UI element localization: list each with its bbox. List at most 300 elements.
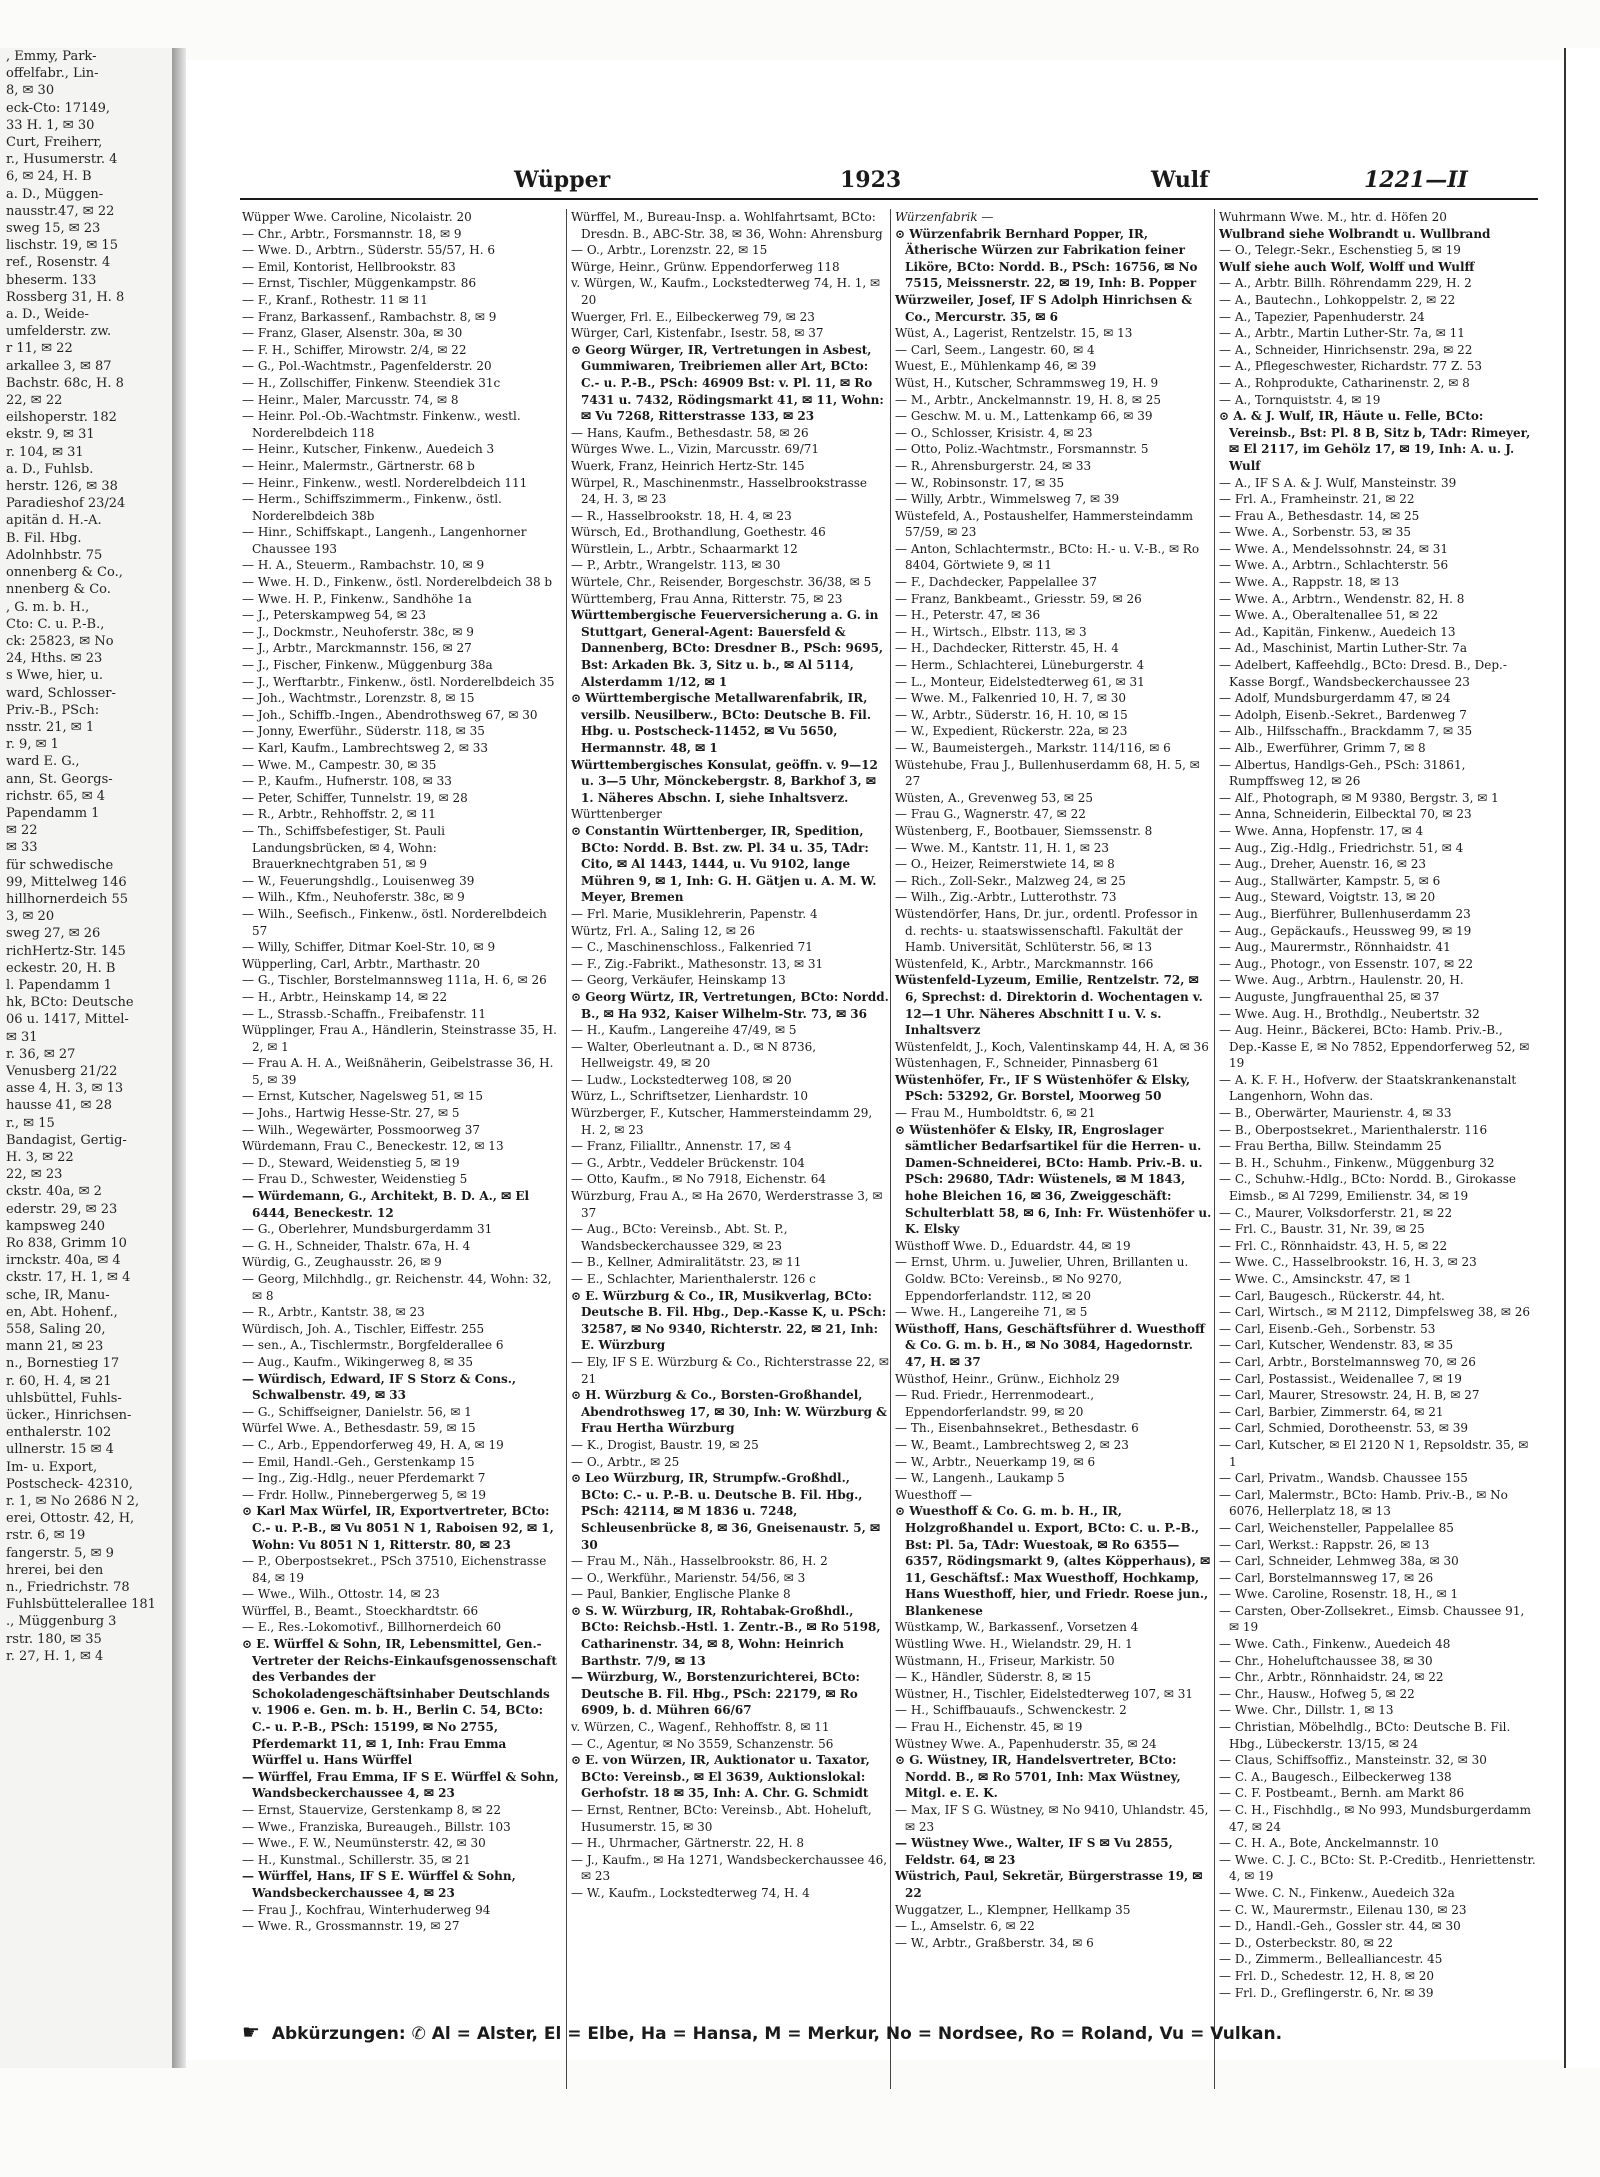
directory-entry: — C., Schuhw.-Hdlg., BCto: Nordd. B., Girokasse Eimsb., ✉ Al 7299, Emilienstr. 34, ✉ 19 <box>1219 1172 1517 1204</box>
directory-entry: Würge, Heinr., Grünw. Eppendorferweg 118 <box>571 259 840 274</box>
directory-entry: — Ernst, Stauervize, Gerstenkamp 8, ✉ 22 <box>242 1803 502 1817</box>
directory-entry: — C., Maurer, Volksdorferstr. 21, ✉ 22 <box>1219 1205 1453 1220</box>
directory-entry: — Willy, Arbtr., Wimmelsweg 7, ✉ 39 <box>895 492 1120 507</box>
prev-page-line: erei, Ottostr. 42, H, <box>6 1511 135 1527</box>
directory-entry: — Frau M., Näh., Hasselbrookstr. 86, H. 2 <box>571 1554 828 1569</box>
directory-entry: ⊙ Georg Würtz, IR, Vertretungen, BCto: Nordd. B., ✉ Ha 932, Kaiser Wilhelm-Str. 73, ✉ 36 <box>571 989 889 1021</box>
directory-entry: Wüpplinger, Frau A., Händlerin, Steinstrasse 35, H. 2, ✉ 1 <box>242 1023 557 1054</box>
prev-page-line: apitän d. H.-A. <box>6 513 102 529</box>
directory-entry: — Carl, Weichensteller, Pappelallee 85 <box>1219 1520 1454 1535</box>
header-rule <box>240 198 1538 200</box>
directory-entry: v. Würzen, C., Wagenf., Rehhoffstr. 8, ✉ 11 <box>571 1720 830 1735</box>
prev-page-line: ckstr. 40a, ✉ 2 <box>6 1184 102 1200</box>
prev-page-line: Venusberg 21/22 <box>6 1063 118 1079</box>
prev-page-line: ann, St. Georgs- <box>6 771 113 787</box>
directory-entry: — J., Werftarbtr., Finkenw., östl. Norderelbdeich 35 <box>242 674 555 689</box>
prev-page-line: n., Bornestieg 17 <box>6 1356 120 1372</box>
directory-entry: — Chr., Hausw., Hofweg 5, ✉ 22 <box>1219 1686 1415 1701</box>
directory-entry: Wüstehube, Frau J., Bullenhuserdamm 68, H. 5, ✉ 27 <box>895 757 1200 789</box>
directory-entry: — R., Ahrensburgerstr. 24, ✉ 33 <box>895 458 1092 473</box>
directory-entry: Wüstmann, H., Friseur, Markistr. 50 <box>895 1653 1115 1668</box>
directory-entry: — Frdr. Hollw., Pinnebergerweg 5, ✉ 19 <box>242 1487 487 1502</box>
directory-entry: — Geschw. M. u. M., Lattenkamp 66, ✉ 39 <box>895 409 1153 424</box>
directory-entry: — O., Schlosser, Krisistr. 4, ✉ 23 <box>895 425 1093 440</box>
directory-entry: — W., Feuerungshdlg., Louisenweg 39 <box>242 873 475 888</box>
directory-entry: — L., Strassb.-Schaffn., Freibafenstr. 11 <box>242 1006 486 1021</box>
directory-entry: — Frl. D., Greflingerstr. 6, Nr. ✉ 39 <box>1219 1985 1434 2000</box>
prev-page-line: umfelderstr. zw. <box>6 324 112 340</box>
directory-entry: — W., Kaufm., Lockstedterweg 74, H. 4 <box>571 1885 810 1900</box>
prev-page-line: 558, Saling 20, <box>6 1322 106 1338</box>
directory-entry: — H., Dachdecker, Ritterstr. 45, H. 4 <box>895 641 1119 656</box>
directory-entry: Würffel, M., Bureau-Insp. a. Wohlfahrtsamt, BCto: Dresdn. B., ABC-Str. 38, ✉ 36, Wohn: Ahrensburg <box>571 210 883 241</box>
directory-entry: — Jonny, Ewerführ., Süderstr. 118, ✉ 35 <box>242 724 485 739</box>
directory-entry: — Carl, Wirtsch., ✉ M 2112, Dimpfelsweg 38, ✉ 26 <box>1219 1305 1531 1320</box>
directory-entry: Würstlein, L., Arbtr., Schaarmarkt 12 <box>571 541 798 556</box>
directory-entry: — Aug., Maurermstr., Rönnhaidstr. 41 <box>1219 940 1451 955</box>
directory-entry: — Carl, Kutscher, ✉ El 2120 N 1, Repsoldstr. 35, ✉ 1 <box>1219 1437 1529 1469</box>
directory-entry: — C., Maschinenschloss., Falkenried 71 <box>571 940 813 955</box>
directory-entry: Würtele, Chr., Reisender, Borgeschstr. 36/38, ✉ 5 <box>571 575 872 590</box>
directory-entry: ⊙ G. Wüstney, IR, Handelsvertreter, BCto: Nordd. B., ✉ Ro 5701, Inh: Max Wüstney, Mitgl. e. E. K. <box>895 1753 1181 1801</box>
directory-entry: — H., Arbtr., Heinskamp 14, ✉ 22 <box>242 989 448 1004</box>
directory-entry: Wuest, E., Mühlenkamp 46, ✉ 39 <box>895 359 1097 374</box>
prev-page-line: Cto: C. u. P.-B., <box>6 616 105 632</box>
directory-entry: Wüstney Wwe. A., Papenhuderstr. 35, ✉ 24 <box>895 1736 1157 1751</box>
page-header <box>186 60 1566 193</box>
directory-entry: — G. H., Schneider, Thalstr. 67a, H. 4 <box>242 1238 471 1253</box>
directory-entry: — Heinr. Pol.-Ob.-Wachtmstr. Finkenw., westl. Norderelbdeich 118 <box>242 409 521 440</box>
directory-entry: — Wwe. A., Oberaltenallee 51, ✉ 22 <box>1219 608 1439 623</box>
directory-entry: Würzberger, F., Kutscher, Hammersteindamm 29, H. 2, ✉ 23 <box>571 1106 873 1137</box>
prev-page-line: 3, ✉ 20 <box>6 909 55 925</box>
directory-entry: — Chr., Arbtr., Forsmannstr. 18, ✉ 9 <box>242 226 462 241</box>
directory-entry: — Aug., Gepäckaufs., Heussweg 99, ✉ 19 <box>1219 923 1472 938</box>
directory-entry: ⊙ E. von Würzen, IR, Auktionator u. Taxator, BCto: Vereinsb., ✉ El 3639, Auktionslokal: Gerhofstr. 18 ✉ 35, Inh: A. Chr. G. Schmidt <box>571 1753 870 1801</box>
prev-page-line: 99, Mittelweg 146 <box>6 874 127 890</box>
directory-entry: — Carl, Schneider, Lehmweg 38a, ✉ 30 <box>1219 1554 1459 1569</box>
directory-entry: — W., Arbtr., Neuerkamp 19, ✉ 6 <box>895 1454 1096 1469</box>
directory-entry: — J., Arbtr., Marckmannstr. 156, ✉ 27 <box>242 641 472 656</box>
directory-entry: — W., Robinsonstr. 17, ✉ 35 <box>895 475 1065 490</box>
prev-page-line: 33 H. 1, ✉ 30 <box>6 117 95 133</box>
directory-entry: — C. H., Fischhdlg., ✉ No 993, Mundsburgerdamm 47, ✉ 24 <box>1219 1803 1532 1834</box>
directory-entry: — Christian, Möbelhdlg., BCto: Deutsche B. Fil. Hbg., Lübeckerstr. 13/15, ✉ 24 <box>1219 1720 1511 1751</box>
prev-page-line: sweg 15, ✉ 23 <box>6 221 101 237</box>
directory-entry: ⊙ Karl Max Würfel, IR, Exportvertreter, BCto: C.- u. P.-B., ✉ Vu 8051 N 1, Raboisen 92, ✉ 1, Wohn: Vu 8051 N 1, Ritterstr. 80, ✉ 23 <box>242 1504 554 1552</box>
directory-entry: — Wwe. H. P., Finkenw., Sandhöhe 1a <box>242 591 472 606</box>
prev-page-line: Bandagist, Gertig- <box>6 1132 127 1148</box>
directory-entry: Wüsten, A., Grevenweg 53, ✉ 25 <box>895 790 1094 805</box>
prev-page-line: Paradieshof 23/24 <box>6 496 126 512</box>
directory-entry: — W., Baumeistergeh., Markstr. 114/116, ✉ 6 <box>895 741 1171 755</box>
prev-page-line: Fuhlsbüttelerallee 181 <box>6 1597 156 1613</box>
prev-page-line: rstr. 6, ✉ 19 <box>6 1528 86 1544</box>
directory-entry: — Wwe. C. J. C., BCto: St. P.-Creditb., Henriettenstr. 4, ✉ 19 <box>1219 1852 1536 1884</box>
directory-entry: — Aug. Heinr., Bäckerei, BCto: Hamb. Priv.-B., Dep.-Kasse E, ✉ No 7852, Eppendorferweg 52, ✉ 19 <box>1219 1023 1530 1071</box>
directory-entry: — Herm., Schlachterei, Lüneburgerstr. 4 <box>895 658 1145 673</box>
directory-entry: — C. F. Postbeamt., Bernh. am Markt 86 <box>1219 1786 1465 1801</box>
directory-entry: Wüstkamp, W., Barkassenf., Vorsetzen 4 <box>895 1620 1139 1635</box>
directory-entry: Wüstenfeld-Lyzeum, Emilie, Rentzelstr. 72, ✉ 6, Sprechst: d. Direktorin d. Wochentagen v. 12—1 Uhr. Näheres Abschnitt I u. V. s. Inhaltsverz <box>895 973 1203 1038</box>
column-1 <box>242 209 560 2089</box>
directory-entry: — Rich., Zoll-Sekr., Malzweg 24, ✉ 25 <box>895 873 1126 888</box>
directory-entry: — Anna, Schneiderin, Eilbecktal 70, ✉ 23 <box>1219 807 1472 822</box>
prev-page-line: ckstr. 17, H. 1, ✉ 4 <box>6 1270 131 1286</box>
directory-entry: — Wwe. C., Hasselbrookstr. 16, H. 3, ✉ 23 <box>1219 1255 1477 1270</box>
prev-page-line: ullnerstr. 15 ✉ 4 <box>6 1442 114 1458</box>
directory-entry: — Chr., Hoheluftchaussee 38, ✉ 30 <box>1219 1653 1433 1668</box>
directory-entry: Würpel, R., Maschinenmstr., Hasselbrookstrasse 24, H. 3, ✉ 23 <box>571 475 868 507</box>
directory-entry: — Wwe., Franziska, Bureaugeh., Billstr. 103 <box>242 1819 511 1834</box>
directory-entry: — Ely, IF S E. Würzburg & Co., Richterstrasse 22, ✉ 21 <box>571 1354 889 1386</box>
directory-entry: — O., Heizer, Reimerstwiete 14, ✉ 8 <box>895 857 1115 872</box>
directory-entry: — A., Schneider, Hinrichsenstr. 29a, ✉ 22 <box>1219 342 1473 357</box>
prev-page-line: hk, BCto: Deutsche <box>6 995 134 1011</box>
prev-page-line: r. 36, ✉ 27 <box>6 1046 76 1062</box>
directory-entry: — Carl, Maurer, Stresowstr. 24, H. B, ✉ 27 <box>1219 1388 1480 1403</box>
directory-entry: — Wilh., Kfm., Neuhoferstr. 38c, ✉ 9 <box>242 890 465 905</box>
book-gutter <box>172 48 186 2068</box>
prev-page-line: irnckstr. 40a, ✉ 4 <box>6 1253 121 1269</box>
prev-page-line: r. 60, H. 4, ✉ 21 <box>6 1373 112 1389</box>
directory-entry: — Chr., Arbtr., Rönnhaidstr. 24, ✉ 22 <box>1219 1670 1444 1685</box>
directory-entry: — Aug., BCto: Vereinsb., Abt. St. P., Wandsbeckerchaussee 329, ✉ 23 <box>571 1222 788 1253</box>
directory-entry: — Karl, Kaufm., Lambrechtsweg 2, ✉ 33 <box>242 741 488 755</box>
directory-entry: Wüsthoff, Hans, Geschäftsführer d. Wuesthoff & Co. G. m. b. H., ✉ No 3084, Hagedornstr. 47, H. ✉ 37 <box>895 1321 1205 1369</box>
prev-page-line: , G. m. b. H., <box>6 599 90 615</box>
directory-entry: — Georg, Verkäufer, Heinskamp 13 <box>571 973 786 988</box>
directory-entry: — Ernst, Uhrm. u. Juwelier, Uhren, Brillanten u. Goldw. BCto: Vereinsb., ✉ No 9270, Eppendorferlandstr. 112, ✉ 20 <box>895 1255 1189 1303</box>
directory-entry: — H., Zollschiffer, Finkenw. Steendiek 31c <box>242 375 501 390</box>
directory-entry: — Otto, Poliz.-Wachtmstr., Forsmannstr. 5 <box>895 442 1149 457</box>
directory-entry: — Herm., Schiffszimmerm., Finkenw., östl. Norderelbdeich 38b <box>242 492 502 523</box>
directory-entry: ⊙ S. W. Würzburg, IR, Rohtabak-Großhdl., BCto: Reichsb.-Hstl. 1. Zentr.-B., ✉ Ro 5198, Catharinenstr. 34, ✉ 8, Wohn: Heinrich Barthstr. 7/9, ✉ 13 <box>571 1603 881 1668</box>
directory-entry: — F., Dachdecker, Pappelallee 37 <box>895 575 1097 590</box>
directory-entry: — Franz, Bankbeamt., Griesstr. 59, ✉ 26 <box>895 591 1142 606</box>
directory-entry: — Alf., Photograph, ✉ M 9380, Bergstr. 3, ✉ 1 <box>1219 790 1499 805</box>
prev-page-line: 22, ✉ 22 <box>6 393 63 409</box>
directory-entry: — Anton, Schlachtermstr., BCto: H.- u. V.-B., ✉ Ro 8404, Görtwiete 9, ✉ 11 <box>895 541 1200 573</box>
directory-entry: — G., Arbtr., Veddeler Brückenstr. 104 <box>571 1155 805 1170</box>
directory-entry: — Wwe. Aug., Arbtrn., Haulenstr. 20, H. <box>1219 973 1464 988</box>
directory-entry: ⊙ Wüstenhöfer & Elsky, IR, Engroslager sämtlicher Bedarfsartikel für die Herren- u. Damen-Schneiderei, BCto: Hamb. Priv.-B. u. PSch: 29680, TAdr: Wüstenels, ✉ M 1843, hohe Bleichen 16, ✉ 36, Zweiggeschäft: Schulterblatt 58, ✉ 6, Inh: Fr. Wüstenhöfer u. K. Elsky <box>895 1122 1212 1237</box>
directory-entry: — Aug., Photogr., von Essenstr. 107, ✉ 22 <box>1219 956 1474 971</box>
prev-page-line: eilshoperstr. 182 <box>6 410 117 426</box>
directory-entry: — A., Arbtr., Martin Luther-Str. 7a, ✉ 11 <box>1219 326 1465 341</box>
directory-entry: — Frl. D., Schedestr. 12, H. 8, ✉ 20 <box>1219 1968 1434 1983</box>
directory-entry: — E., Schlachter, Marienthalerstr. 126 c <box>571 1272 816 1286</box>
directory-entry: — W., Arbtr., Graßberstr. 34, ✉ 6 <box>895 1935 1094 1950</box>
directory-entry: — Heinr., Malermstr., Gärtnerstr. 68 b <box>242 458 475 473</box>
directory-entry: — Wilh., Wegewärter, Possmoorweg 37 <box>242 1122 480 1137</box>
directory-entry: — Wwe. M., Falkenried 10, H. 7, ✉ 30 <box>895 691 1127 706</box>
directory-entry: Wüstenhagen, F., Schneider, Pinnasberg 61 <box>895 1056 1160 1071</box>
directory-entry: — C., Arb., Eppendorferweg 49, H. A, ✉ 19 <box>242 1437 504 1452</box>
directory-entry: Wulf siehe auch Wolf, Wolff und Wulff <box>1219 259 1475 274</box>
prev-page-line: uhlsbüttel, Fuhls- <box>6 1390 122 1406</box>
directory-entry: — A., Bautechn., Lohkoppelstr. 2, ✉ 22 <box>1219 292 1456 307</box>
prev-page-line: ücker., Hinrichsen- <box>6 1408 132 1424</box>
directory-entry: Wüsthof, Heinr., Grünw., Eichholz 29 <box>895 1371 1120 1386</box>
directory-entry: — Adolph, Eisenb.-Sekret., Bardenweg 7 <box>1219 707 1467 722</box>
directory-entry: — Aug., Kaufm., Wikingerweg 8, ✉ 35 <box>242 1354 474 1369</box>
directory-entry: — W., Beamt., Lambrechtsweg 2, ✉ 23 <box>895 1437 1129 1452</box>
prev-page-line: 22, ✉ 23 <box>6 1167 63 1183</box>
directory-entry: — G., Tischler, Borstelmannsweg 111a, H. 6, ✉ 26 <box>242 973 547 988</box>
directory-entry: Wüst, H., Kutscher, Schrammsweg 19, H. 9 <box>895 375 1159 390</box>
directory-entry: Wulbrand siehe Wolbrandt u. Wullbrand <box>1219 226 1491 241</box>
prev-page-line: bheserm. 133 <box>6 272 97 288</box>
directory-entry: — Carl, Schmied, Dorotheenstr. 53, ✉ 39 <box>1219 1421 1469 1436</box>
directory-entry: Wuggatzer, L., Klempner, Hellkamp 35 <box>895 1902 1131 1917</box>
directory-entry: — Wwe. Anna, Hopfenstr. 17, ✉ 4 <box>1219 823 1424 838</box>
directory-entry: — F., Kranf., Rothestr. 11 ✉ 11 <box>242 292 428 307</box>
directory-entry: — Aug., Bierführer, Bullenhuserdamm 23 <box>1219 906 1471 921</box>
directory-entry: — Heinr., Finkenw., westl. Norderelbdeich 111 <box>242 475 528 490</box>
directory-entry: — Wilh., Zig.-Arbtr., Lutterothstr. 73 <box>895 890 1117 905</box>
directory-entry: Wuerk, Franz, Heinrich Hertz-Str. 145 <box>571 458 805 473</box>
directory-entry: — Carl, Barbier, Zimmerstr. 64, ✉ 21 <box>1219 1404 1444 1419</box>
directory-entry: — Albertus, Handlgs-Geh., PSch: 31861, Rumpffsweg 12, ✉ 26 <box>1219 757 1466 789</box>
directory-entry: — A., Rohprodukte, Catharinenstr. 2, ✉ 8 <box>1219 375 1470 390</box>
directory-entry: — Rud. Friedr., Herrenmodeart., Eppendorferlandstr. 99, ✉ 20 <box>895 1388 1095 1419</box>
directory-entry: — Frau H., Eichenstr. 45, ✉ 19 <box>895 1720 1083 1735</box>
directory-entry: — D., Handl.-Geh., Gossler str. 44, ✉ 30 <box>1219 1919 1461 1934</box>
prev-page-line: arkallee 3, ✉ 87 <box>6 358 112 374</box>
directory-entry: Württemberg, Frau Anna, Ritterstr. 75, ✉ 23 <box>571 591 843 606</box>
directory-entry: — Aug., Steward, Voigtstr. 13, ✉ 20 <box>1219 890 1436 905</box>
directory-entry: — Ernst, Tischler, Müggenkampstr. 86 <box>242 276 477 291</box>
prev-page-line: ward E. G., <box>6 754 80 770</box>
column-2 <box>566 209 889 2089</box>
directory-entry: — Wwe. C., Amsinckstr. 47, ✉ 1 <box>1219 1272 1412 1286</box>
directory-entry: — B. H., Schuhm., Finkenw., Müggenburg 32 <box>1219 1155 1495 1170</box>
directory-entry: — H., Peterstr. 47, ✉ 36 <box>895 608 1041 623</box>
prev-page-line: r. 1, ✉ No 2686 N 2, <box>6 1494 140 1510</box>
directory-entry: — Ernst, Rentner, BCto: Vereinsb., Abt. Hoheluft, Husumerstr. 15, ✉ 30 <box>571 1803 872 1834</box>
abbreviations-text: Abkürzungen: ✆ Al = Alster, El = Elbe, Ha = Hansa, M = Merkur, No = Nordsee, Ro = Roland, Vu = Vulkan. <box>271 2024 1283 2044</box>
directory-entry: Wüpperling, Carl, Arbtr., Marthastr. 20 <box>242 956 480 971</box>
prev-page-line: asse 4, H. 3, ✉ 13 <box>6 1081 124 1097</box>
directory-entry: — A., Pflegeschwester, Richardstr. 77 Z. 53 <box>1219 359 1483 374</box>
directory-entry: — Carl, Postassist., Weidenallee 7, ✉ 19 <box>1219 1371 1462 1386</box>
directory-entry: — Franz, Glaser, Alsenstr. 30a, ✉ 30 <box>242 326 463 341</box>
prev-page-line: eckestr. 20, H. B <box>6 960 116 976</box>
directory-entry: — Carl, Arbtr., Borstelmannsweg 70, ✉ 26 <box>1219 1354 1476 1369</box>
directory-entry: — A. K. F. H., Hofverw. der Staatskrankenanstalt Langenhorn, Wohn das. <box>1219 1072 1517 1104</box>
directory-entry: ⊙ E. Würffel & Sohn, IR, Lebensmittel, Gen.-Vertreter der Reichs-Einkaufsgenossenschaft des Verbandes der Schokoladengeschäftsinhaber Deutschlands v. 1906 e. Gen. m. b. H., Berlin C. 54, BCto: C.- u. P.-B., PSch: 15199, ✉ No 2755, Pferdemarkt 11, ✉ 1, Inh: Frau Emma Würffel u. Hans Würffel <box>242 1637 557 1768</box>
directory-entry: Würdemann, Frau C., Beneckestr. 12, ✉ 13 <box>242 1139 504 1154</box>
directory-entry: — J., Kaufm., ✉ Ha 1271, Wandsbeckerchaussee 46, ✉ 23 <box>571 1852 888 1884</box>
directory-entry: — Willy, Schiffer, Ditmar Koel-Str. 10, ✉ 9 <box>242 940 496 955</box>
directory-entry: — Ernst, Kutscher, Nagelsweg 51, ✉ 15 <box>242 1089 483 1104</box>
prev-page-line: ederstr. 29, ✉ 23 <box>6 1201 118 1217</box>
directory-entry: — A., Arbtr. Billh. Röhrendamm 229, H. 2 <box>1219 276 1472 291</box>
prev-page-line: hausse 41, ✉ 28 <box>6 1098 113 1114</box>
directory-entry: — C. H. A., Bote, Anckelmannstr. 10 <box>1219 1836 1439 1851</box>
page-right-edge <box>1564 48 1600 2068</box>
directory-entry: — Hans, Kaufm., Bethesdastr. 58, ✉ 26 <box>571 425 809 440</box>
directory-entry: — Frl. C., Baustr. 31, Nr. 39, ✉ 25 <box>1219 1222 1425 1237</box>
directory-entry: ⊙ H. Würzburg & Co., Borsten-Großhandel, Abendrothsweg 17, ✉ 30, Inh: W. Würzburg & Frau Hertha Würzburg <box>571 1388 887 1436</box>
prev-page-line: l. Papendamm 1 <box>6 977 112 993</box>
directory-entry: — Frau D., Schwester, Weidenstieg 5 <box>242 1172 468 1187</box>
directory-entry: — Wwe., Wilh., Ottostr. 14, ✉ 23 <box>242 1587 440 1602</box>
directory-entry: — A., Tornquiststr. 4, ✉ 19 <box>1219 392 1381 407</box>
prev-page-line: richHertz-Str. 145 <box>6 943 126 959</box>
directory-entry: — Würdemann, G., Architekt, B. D. A., ✉ El 6444, Beneckestr. 12 <box>242 1189 530 1220</box>
directory-entry: Wüstenhöfer, Fr., IF S Wüstenhöfer & Elsky, PSch: 53292, Gr. Borstel, Moorweg 50 <box>895 1072 1191 1104</box>
directory-entry: Würtz, Frl. A., Saling 12, ✉ 26 <box>571 923 756 938</box>
directory-entry: Wüstenfeld, K., Arbtr., Marckmannstr. 166 <box>895 956 1154 971</box>
prev-page-line: ✉ 31 <box>6 1029 38 1045</box>
prev-page-line: ward, Schlosser- <box>6 685 116 701</box>
directory-entry: — C., Agentur, ✉ No 3559, Schanzenstr. 56 <box>571 1736 834 1751</box>
prev-page-line: a. D., Müggen- <box>6 186 104 202</box>
directory-entry: — W., Expedient, Rückerstr. 22a, ✉ 23 <box>895 724 1128 739</box>
directory-entry: Würz, L., Schriftsetzer, Lienhardstr. 10 <box>571 1089 808 1104</box>
directory-entry: — Joh., Wachtmstr., Lorenzstr. 8, ✉ 15 <box>242 691 475 706</box>
directory-page <box>186 60 1566 2060</box>
prev-page-line: en, Abt. Hohenf., <box>6 1304 118 1320</box>
directory-entry: — G., Schiffseigner, Danielstr. 56, ✉ 1 <box>242 1404 472 1419</box>
directory-entry: — Frau Bertha, Billw. Steindamm 25 <box>1219 1139 1442 1154</box>
directory-entry: — A., Tapezier, Papenhuderstr. 24 <box>1219 309 1425 324</box>
prev-page-line: ✉ 33 <box>6 840 38 856</box>
directory-entry: — Ludw., Lockstedterweg 108, ✉ 20 <box>571 1072 792 1087</box>
page-number: 1221—II <box>1364 167 1468 193</box>
directory-entry: Wüsthoff Wwe. D., Eduardstr. 44, ✉ 19 <box>895 1238 1131 1253</box>
directory-entry: — H., Kunstmal., Schillerstr. 35, ✉ 21 <box>242 1852 471 1867</box>
prev-page-line: offelfabr., Lin- <box>6 66 99 82</box>
directory-entry: — Wwe. A., Rappstr. 18, ✉ 13 <box>1219 575 1400 590</box>
abbreviations-footer <box>242 2020 1542 2048</box>
directory-entry: — Wwe. A., Arbtrn., Wendenstr. 82, H. 8 <box>1219 591 1465 606</box>
directory-entry: — O., Werkführ., Marienstr. 54/56, ✉ 3 <box>571 1570 806 1585</box>
directory-entry: — Alb., Ewerführer, Grimm 7, ✉ 8 <box>1219 741 1426 755</box>
directory-entry: ⊙ Würzenfabrik Bernhard Popper, IR, Ätherische Würzen zur Fabrikation feiner Liköre, BCto: Nordd. B., PSch: 16756, ✉ No 7515, Meissnerstr. 22, ✉ 19, Inh: B. Popper <box>895 226 1198 291</box>
directory-entry: — Wwe. M., Campestr. 30, ✉ 35 <box>242 757 437 772</box>
directory-entry: — Ad., Maschinist, Martin Luther-Str. 7a <box>1219 641 1468 656</box>
prev-page-line: Priv.-B., PSch: <box>6 702 100 718</box>
directory-entry: — Aug., Dreher, Auenstr. 16, ✉ 23 <box>1219 857 1426 872</box>
directory-entry: — L., Amselstr. 6, ✉ 22 <box>895 1919 1035 1934</box>
directory-entry: — Frl. A., Framheinstr. 21, ✉ 22 <box>1219 492 1415 507</box>
pointing-hand-icon: ☛ <box>242 2020 260 2044</box>
directory-entry: — Franz, Filialltr., Annenstr. 17, ✉ 4 <box>571 1139 792 1154</box>
directory-entry: v. Würgen, W., Kaufm., Lockstedterweg 74, H. 1, ✉ 20 <box>571 276 881 307</box>
directory-entry: — H. A., Steuerm., Rambachstr. 10, ✉ 9 <box>242 558 485 573</box>
prev-page-line: für schwedische <box>6 857 114 873</box>
directory-entry: — H., Kaufm., Langereihe 47/49, ✉ 5 <box>571 1023 797 1038</box>
directory-entry: — Wwe. Aug. H., Brothdlg., Neubertstr. 32 <box>1219 1006 1480 1021</box>
prev-page-line: mann 21, ✉ 23 <box>6 1339 104 1355</box>
prev-page-line: enthalerstr. 102 <box>6 1425 112 1441</box>
directory-entry: — L., Monteur, Eidelstedterweg 61, ✉ 31 <box>895 674 1145 689</box>
prev-page-line: r 11, ✉ 22 <box>6 341 73 357</box>
directory-entry: — Frl. Marie, Musiklehrerin, Papenstr. 4 <box>571 906 818 921</box>
directory-entry: — Otto, Kaufm., ✉ No 7918, Eichenstr. 64 <box>571 1172 827 1187</box>
prev-page-line: Papendamm 1 <box>6 805 100 821</box>
directory-entry: Wüstling Wwe. H., Wielandstr. 29, H. 1 <box>895 1637 1133 1652</box>
prev-page-line: Rossberg 31, H. 8 <box>6 289 125 305</box>
column-4 <box>1214 209 1537 2089</box>
directory-entry: ⊙ Wuesthoff & Co. G. m. b. H., IR, Holzgroßhandel u. Export, BCto: C. u. P.-B., Bst: Pl. 5a, TAdr: Wuestoak, ✉ Ro 6355—6357, Rödingsmarkt 9, (altes Köpperhaus), ✉ 11, Geschäftsf.: Max Wuesthoff, Hochkamp, Hans Wuesthoff, hier, und Friedr. Roese jun., Blankenese <box>895 1504 1211 1618</box>
directory-entry: — Peter, Schiffer, Tunnelstr. 19, ✉ 28 <box>242 790 468 805</box>
column-heading: Würzenfabrik — <box>895 210 994 224</box>
prev-page-line: nnenberg & Co. <box>6 582 111 598</box>
directory-entry: — Carl, Baugesch., Rückerstr. 44, ht. <box>1219 1288 1445 1303</box>
prev-page-line: onnenberg & Co., <box>6 565 123 581</box>
prev-page-line: Curt, Freiherr, <box>6 135 103 151</box>
directory-entry: — Frau G., Wagnerstr. 47, ✉ 22 <box>895 807 1086 822</box>
prev-page-line: a. D., Fuhlsb. <box>6 461 94 477</box>
prev-page-line: r. 104, ✉ 31 <box>6 444 84 460</box>
directory-entry: — Wwe. H., Langereihe 71, ✉ 5 <box>895 1305 1088 1320</box>
prev-page-line: sweg 27, ✉ 26 <box>6 926 101 942</box>
prev-page-line: n., Friedrichstr. 78 <box>6 1580 130 1596</box>
directory-entry: — Würffel, Frau Emma, IF S E. Würffel & Sohn, Wandsbeckerchaussee 4, ✉ 23 <box>242 1769 559 1801</box>
directory-entry: Würdisch, Joh. A., Tischler, Eiffestr. 255 <box>242 1321 485 1336</box>
directory-entry: — Max, IF S G. Wüstney, ✉ No 9410, Uhlandstr. 45, ✉ 23 <box>895 1803 1209 1834</box>
prev-page-line: ✉ 22 <box>6 823 38 839</box>
directory-entry: — Adolf, Mundsburgerdamm 47, ✉ 24 <box>1219 691 1451 706</box>
directory-entry: ⊙ A. & J. Wulf, IR, Häute u. Felle, BCto: Vereinsb., Bst: Pl. 8 B, Sitz b, TAdr: Rimeyer, ✉ El 2117, im Gehölz 17, ✉ 19, Inh: A. u. J. Wulf <box>1219 409 1531 473</box>
directory-entry: Würzburg, Frau A., ✉ Ha 2670, Werderstrasse 3, ✉ 37 <box>571 1189 883 1220</box>
directory-entry: — sen., A., Tischlermstr., Borgfelderallee 6 <box>242 1338 504 1353</box>
directory-entry: ⊙ Württembergische Metallwarenfabrik, IR, versilb. Neusilberw., BCto: Deutsche B. Fil. Hbg. u. Postscheck-11452, ✉ Vu 5650, Hermannstr. 48, ✉ 1 <box>571 691 872 755</box>
header-first-name: Wüpper <box>514 167 611 193</box>
directory-entry: Württenberger <box>571 807 662 822</box>
directory-entry: — Wüstney Wwe., Walter, IF S ✉ Vu 2855, Feldstr. 64, ✉ 23 <box>895 1836 1173 1867</box>
directory-entry: — A., IF S A. & J. Wulf, Mansteinstr. 39 <box>1219 475 1457 490</box>
directory-entry: — Frau M., Humboldtstr. 6, ✉ 21 <box>895 1106 1096 1121</box>
directory-entry: — Carl, Privatm., Wandsb. Chaussee 155 <box>1219 1471 1468 1486</box>
directory-entry: — Wwe. Cath., Finkenw., Auedeich 48 <box>1219 1637 1451 1652</box>
prev-page-line: Bachstr. 68c, H. 8 <box>6 375 124 391</box>
directory-entry: — F. H., Schiffer, Mirowstr. 2/4, ✉ 22 <box>242 342 467 357</box>
directory-entry: — D., Steward, Weidenstieg 5, ✉ 19 <box>242 1155 460 1170</box>
directory-entry: — Auguste, Jungfrauenthal 25, ✉ 37 <box>1219 989 1440 1004</box>
directory-entry: — F., Zig.-Fabrikt., Mathesonstr. 13, ✉ 31 <box>571 956 824 971</box>
directory-entry: — Carl, Eisenb.-Geh., Sorbenstr. 53 <box>1219 1321 1436 1336</box>
directory-entry: Würger, Carl, Kistenfabr., Isestr. 58, ✉ 37 <box>571 326 824 341</box>
directory-entry: ⊙ Leo Würzburg, IR, Strumpfw.-Großhdl., BCto: C.- u. P.-B. u. Deutsche B. Fil. Hbg., PSch: 42114, ✉ M 1836 u. 7248, Schleusenbrücke 8, ✉ 36, Gneisenaustr. 5, ✉ 30 <box>571 1471 881 1552</box>
prev-page-line: hrerei, bei den <box>6 1562 104 1578</box>
directory-entry: — Wwe. Caroline, Rosenstr. 18, H., ✉ 1 <box>1219 1587 1459 1602</box>
directory-entry: — Ing., Zig.-Hdlg., neuer Pferdemarkt 7 <box>242 1471 486 1486</box>
directory-entry: — Alb., Hilfsschaffn., Brackdamm 7, ✉ 35 <box>1219 724 1473 739</box>
directory-entry: Wüstner, H., Tischler, Eidelstedterweg 107, ✉ 31 <box>895 1686 1193 1701</box>
prev-page-line: ekstr. 9, ✉ 31 <box>6 427 95 443</box>
prev-page-line: rstr. 180, ✉ 35 <box>6 1631 102 1647</box>
prev-page-line: ., Müggenburg 3 <box>6 1614 117 1630</box>
directory-entry: — Frau A. H. A., Weißnäherin, Geibelstrasse 36, H. 5, ✉ 39 <box>242 1056 554 1087</box>
directory-entry: — Frau A., Bethesdastr. 14, ✉ 25 <box>1219 508 1420 523</box>
directory-entry: — Würdisch, Edward, IF S Storz & Cons., Schwalbenstr. 49, ✉ 33 <box>242 1371 517 1403</box>
directory-entry: — Th., Schiffsbefestiger, St. Pauli Landungsbrücken, ✉ 4, Wohn: Brauerknechtgraben 51, ✉ 9 <box>242 823 445 872</box>
directory-entry: — Walter, Oberleutnant a. D., ✉ N 8736, Hellweigstr. 49, ✉ 20 <box>571 1039 817 1071</box>
directory-entry: — G., Pol.-Wachtmstr., Pagenfelderstr. 20 <box>242 359 492 374</box>
directory-entry: — G., Oberlehrer, Mundsburgerdamm 31 <box>242 1222 493 1237</box>
directory-entry: — Carl, Kutscher, Wendenstr. 83, ✉ 35 <box>1219 1338 1454 1353</box>
directory-entry: — E., Res.-Lokomotivf., Billhornerdeich 60 <box>242 1620 502 1635</box>
directory-entry: Wüstendörfer, Hans, Dr. jur., ordentl. Professor in d. rechts- u. staatswissenschaftl. Fakultät der Hamb. Universität, Schlüterstr. 56, ✉ 13 <box>895 906 1198 955</box>
directory-entry: Württembergische Feuerversicherung a. G. in Stuttgart, General-Agent: Bauersfeld & Dannenberg, BCto: Dresdner B., PSch: 9695, Bst: Arkaden Bk. 3, Sitz u. b., ✉ Al 5114, Alsterdamm 1/12, ✉ 1 <box>571 608 884 689</box>
prev-page-line: a. D., Weide- <box>6 307 89 323</box>
directory-entry: — Ad., Kapitän, Finkenw., Auedeich 13 <box>1219 624 1456 639</box>
